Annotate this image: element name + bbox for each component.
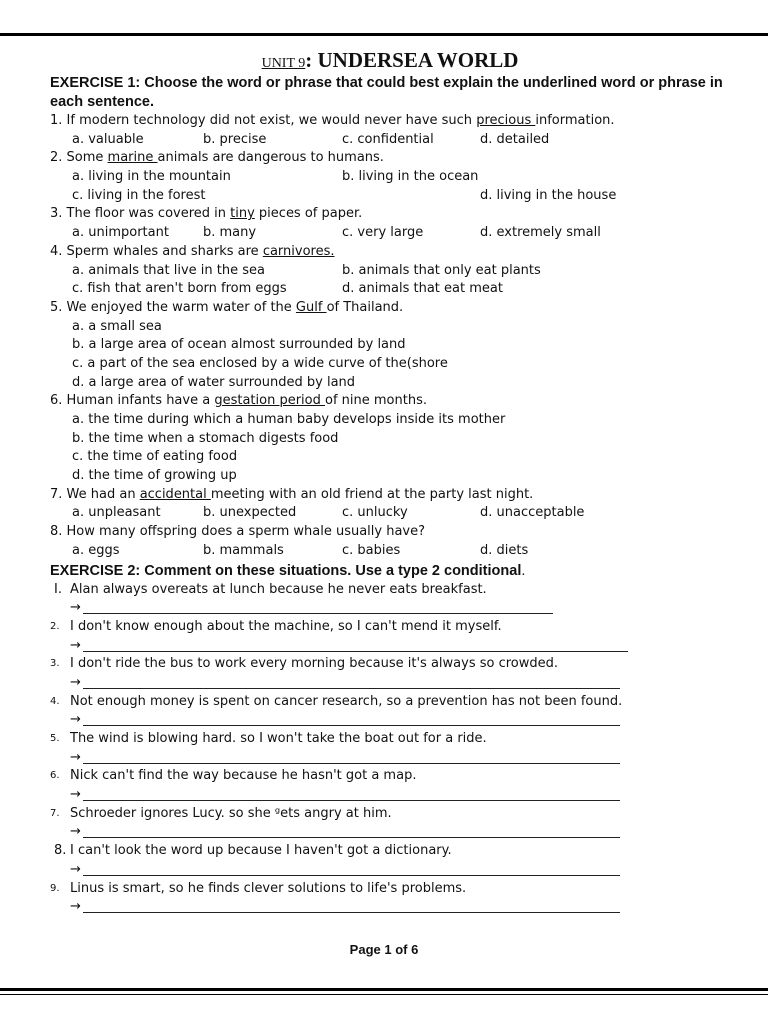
answer-line[interactable]	[50, 674, 730, 693]
answer-blank[interactable]	[83, 800, 620, 801]
situation-text: I can't look the word up because I haven't got a dictionary.	[70, 843, 452, 859]
answer-option[interactable]: b. living in the ocean	[342, 169, 479, 185]
arrow-icon: →	[70, 749, 81, 765]
situation-6	[50, 767, 730, 786]
situation-1	[50, 581, 730, 600]
options-row	[50, 318, 730, 337]
answer-blank[interactable]	[83, 837, 620, 838]
exercise-1	[50, 112, 730, 561]
page-title: UNIT 9: UNDERSEA WORLD	[261, 48, 519, 72]
answer-option[interactable]: a. animals that live in the sea	[72, 262, 265, 278]
question-1: 1. If modern technology did not exist, we would never have such precious information.	[50, 113, 615, 128]
situation-9	[50, 880, 730, 899]
answer-option[interactable]: c. living in the forest	[72, 187, 206, 203]
question-8: 8. How many offspring does a sperm whale usually have?	[50, 524, 426, 540]
options-row	[50, 224, 730, 243]
item-number: 3.	[50, 658, 60, 670]
bottom-rule	[0, 988, 768, 991]
answer-option[interactable]: a. unpleasant	[72, 505, 161, 521]
answer-line[interactable]	[50, 599, 730, 618]
answer-option[interactable]: b. many	[203, 225, 257, 241]
situation-3	[50, 655, 730, 674]
answer-option[interactable]: a. unimportant	[72, 225, 169, 241]
top-rule	[0, 33, 768, 36]
question-6: 6. Human infants have a gestation period of nine months.	[50, 393, 427, 409]
answer-blank[interactable]	[83, 725, 620, 726]
bottom-rule-thin	[0, 994, 768, 995]
answer-option[interactable]: d. detailed	[480, 131, 550, 147]
answer-blank[interactable]	[83, 651, 628, 652]
answer-option[interactable]: d. living in the house	[480, 187, 617, 203]
question-7: 7. We had an accidental meeting with an old friend at the party last night.	[50, 486, 534, 502]
answer-option[interactable]: b. the time when a stomach digests food	[72, 430, 339, 446]
item-number: 9.	[50, 882, 60, 894]
answer-line[interactable]	[50, 861, 730, 880]
answer-blank[interactable]	[83, 613, 553, 614]
answer-option[interactable]: c. the time of eating food	[72, 449, 238, 465]
underlined-word: marine	[107, 150, 158, 166]
item-number: 7.	[50, 807, 60, 819]
underlined-word: tiny	[230, 206, 255, 222]
answer-line[interactable]	[50, 711, 730, 730]
situation-7	[50, 805, 730, 824]
answer-option[interactable]: c. confidential	[342, 131, 434, 147]
answer-option[interactable]: a. a small sea	[72, 318, 162, 334]
arrow-icon: →	[70, 712, 81, 728]
situation-text: I don't ride the bus to work every morning because it's always so crowded.	[70, 656, 559, 672]
answer-option[interactable]: d. diets	[480, 542, 529, 558]
options-row	[50, 168, 730, 187]
options-row	[50, 467, 730, 486]
arrow-icon: →	[70, 637, 81, 653]
answer-blank[interactable]	[83, 763, 620, 764]
situation-8	[50, 842, 730, 861]
item-number: 5.	[50, 733, 60, 744]
item-number: 4.	[50, 695, 60, 707]
title-text: UNDERSEA WORLD	[312, 48, 519, 72]
options-row	[50, 411, 730, 430]
unit-label: UNIT 9	[261, 56, 306, 71]
answer-blank[interactable]	[83, 912, 620, 913]
item-number: I.	[54, 581, 62, 597]
item-number: 6.	[50, 770, 60, 782]
answer-option[interactable]: b. a large area of ocean almost surrounded by land	[72, 337, 406, 353]
underlined-word: carnivores.	[262, 243, 335, 259]
answer-option[interactable]: c. babies	[342, 542, 401, 558]
underlined-word: Gulf	[295, 299, 327, 315]
item-number: 2.	[50, 620, 60, 632]
answer-option[interactable]: c. a part of the sea enclosed by a wide curve of the(shore	[72, 355, 448, 371]
situation-text: The wind is blowing hard. so I won't take the boat out for a ride.	[70, 731, 487, 746]
arrow-icon: →	[70, 861, 81, 877]
answer-option[interactable]: c. unlucky	[342, 505, 408, 521]
arrow-icon: →	[70, 600, 81, 616]
situation-text: Not enough money is spent on cancer research, so a prevention has not been found.	[70, 693, 623, 709]
underlined-word: precious	[476, 113, 536, 128]
arrow-icon: →	[70, 674, 81, 690]
options-row	[50, 355, 730, 374]
answer-blank[interactable]	[83, 875, 620, 876]
answer-line[interactable]	[50, 786, 730, 805]
answer-line[interactable]	[50, 823, 730, 842]
exercise-1-heading: EXERCISE 1: Choose the word or phrase that could best explain the underlined word or phrase in each sentence.	[50, 75, 723, 110]
situation-text: Linus is smart, so he finds clever solutions to life's problems.	[70, 880, 467, 896]
situation-text: I don't know enough about the machine, so I can't mend it myself.	[70, 618, 502, 634]
question-5: 5. We enjoyed the warm water of the Gulf of Thailand.	[50, 299, 404, 315]
situation-5	[50, 730, 730, 749]
options-row	[50, 336, 730, 355]
situation-4	[50, 693, 730, 712]
question-4: 4. Sperm whales and sharks are carnivores.	[50, 243, 335, 259]
arrow-icon: →	[70, 787, 81, 803]
situation-text: Alan always overeats at lunch because he never eats breakfast.	[70, 581, 487, 597]
answer-blank[interactable]	[83, 688, 620, 689]
underlined-word: gestation period	[214, 393, 325, 409]
worksheet	[50, 48, 730, 917]
exercise-2-heading: EXERCISE 2: Comment on these situations. Use a type 2 conditional.	[50, 562, 526, 579]
options-row	[50, 504, 730, 523]
options-row	[50, 542, 730, 561]
options-row	[50, 448, 730, 467]
answer-option[interactable]: a. valuable	[72, 131, 144, 147]
question-3: 3. The floor was covered in tiny pieces of paper.	[50, 206, 363, 222]
answer-option[interactable]: d. the time of growing up	[72, 468, 237, 484]
options-row	[50, 262, 730, 281]
question-2: 2. Some marine animals are dangerous to humans.	[50, 150, 384, 166]
answer-option[interactable]: b. animals that only eat plants	[342, 262, 541, 278]
situation-2	[50, 618, 730, 637]
answer-option[interactable]: b. precise	[203, 131, 267, 147]
answer-option[interactable]: a. the time during which a human baby develops inside its mother	[72, 412, 506, 427]
item-number: 8.	[54, 843, 67, 859]
answer-option[interactable]: b. mammals	[203, 542, 284, 558]
options-row	[50, 430, 730, 449]
answer-option[interactable]: c. fish that aren't born from eggs	[72, 281, 287, 297]
options-row	[50, 187, 730, 206]
answer-option[interactable]: a. living in the mountain	[72, 169, 231, 185]
answer-option[interactable]: d. unacceptable	[480, 505, 585, 521]
options-row	[50, 280, 730, 299]
answer-option[interactable]: d. animals that eat meat	[342, 281, 503, 297]
exercise-2	[50, 581, 730, 917]
answer-line[interactable]	[50, 749, 730, 768]
arrow-icon: →	[70, 824, 81, 840]
answer-option[interactable]: d. a large area of water surrounded by land	[72, 374, 356, 390]
options-row	[50, 131, 730, 150]
situation-text: Schroeder ignores Lucy. so she ᵍets angry at him.	[70, 805, 392, 821]
answer-option[interactable]: a. eggs	[72, 542, 120, 558]
page-footer: Page 1 of 6	[349, 942, 419, 957]
answer-option[interactable]: c. very large	[342, 225, 424, 241]
underlined-word: accidental	[139, 486, 211, 502]
answer-option[interactable]: d. extremely small	[480, 225, 601, 241]
answer-option[interactable]: b. unexpected	[203, 505, 297, 521]
answer-line[interactable]	[50, 898, 730, 917]
arrow-icon: →	[70, 899, 81, 915]
situation-text: Nick can't find the way because he hasn't got a map.	[70, 768, 417, 784]
options-row	[50, 374, 730, 393]
answer-line[interactable]	[50, 637, 730, 656]
